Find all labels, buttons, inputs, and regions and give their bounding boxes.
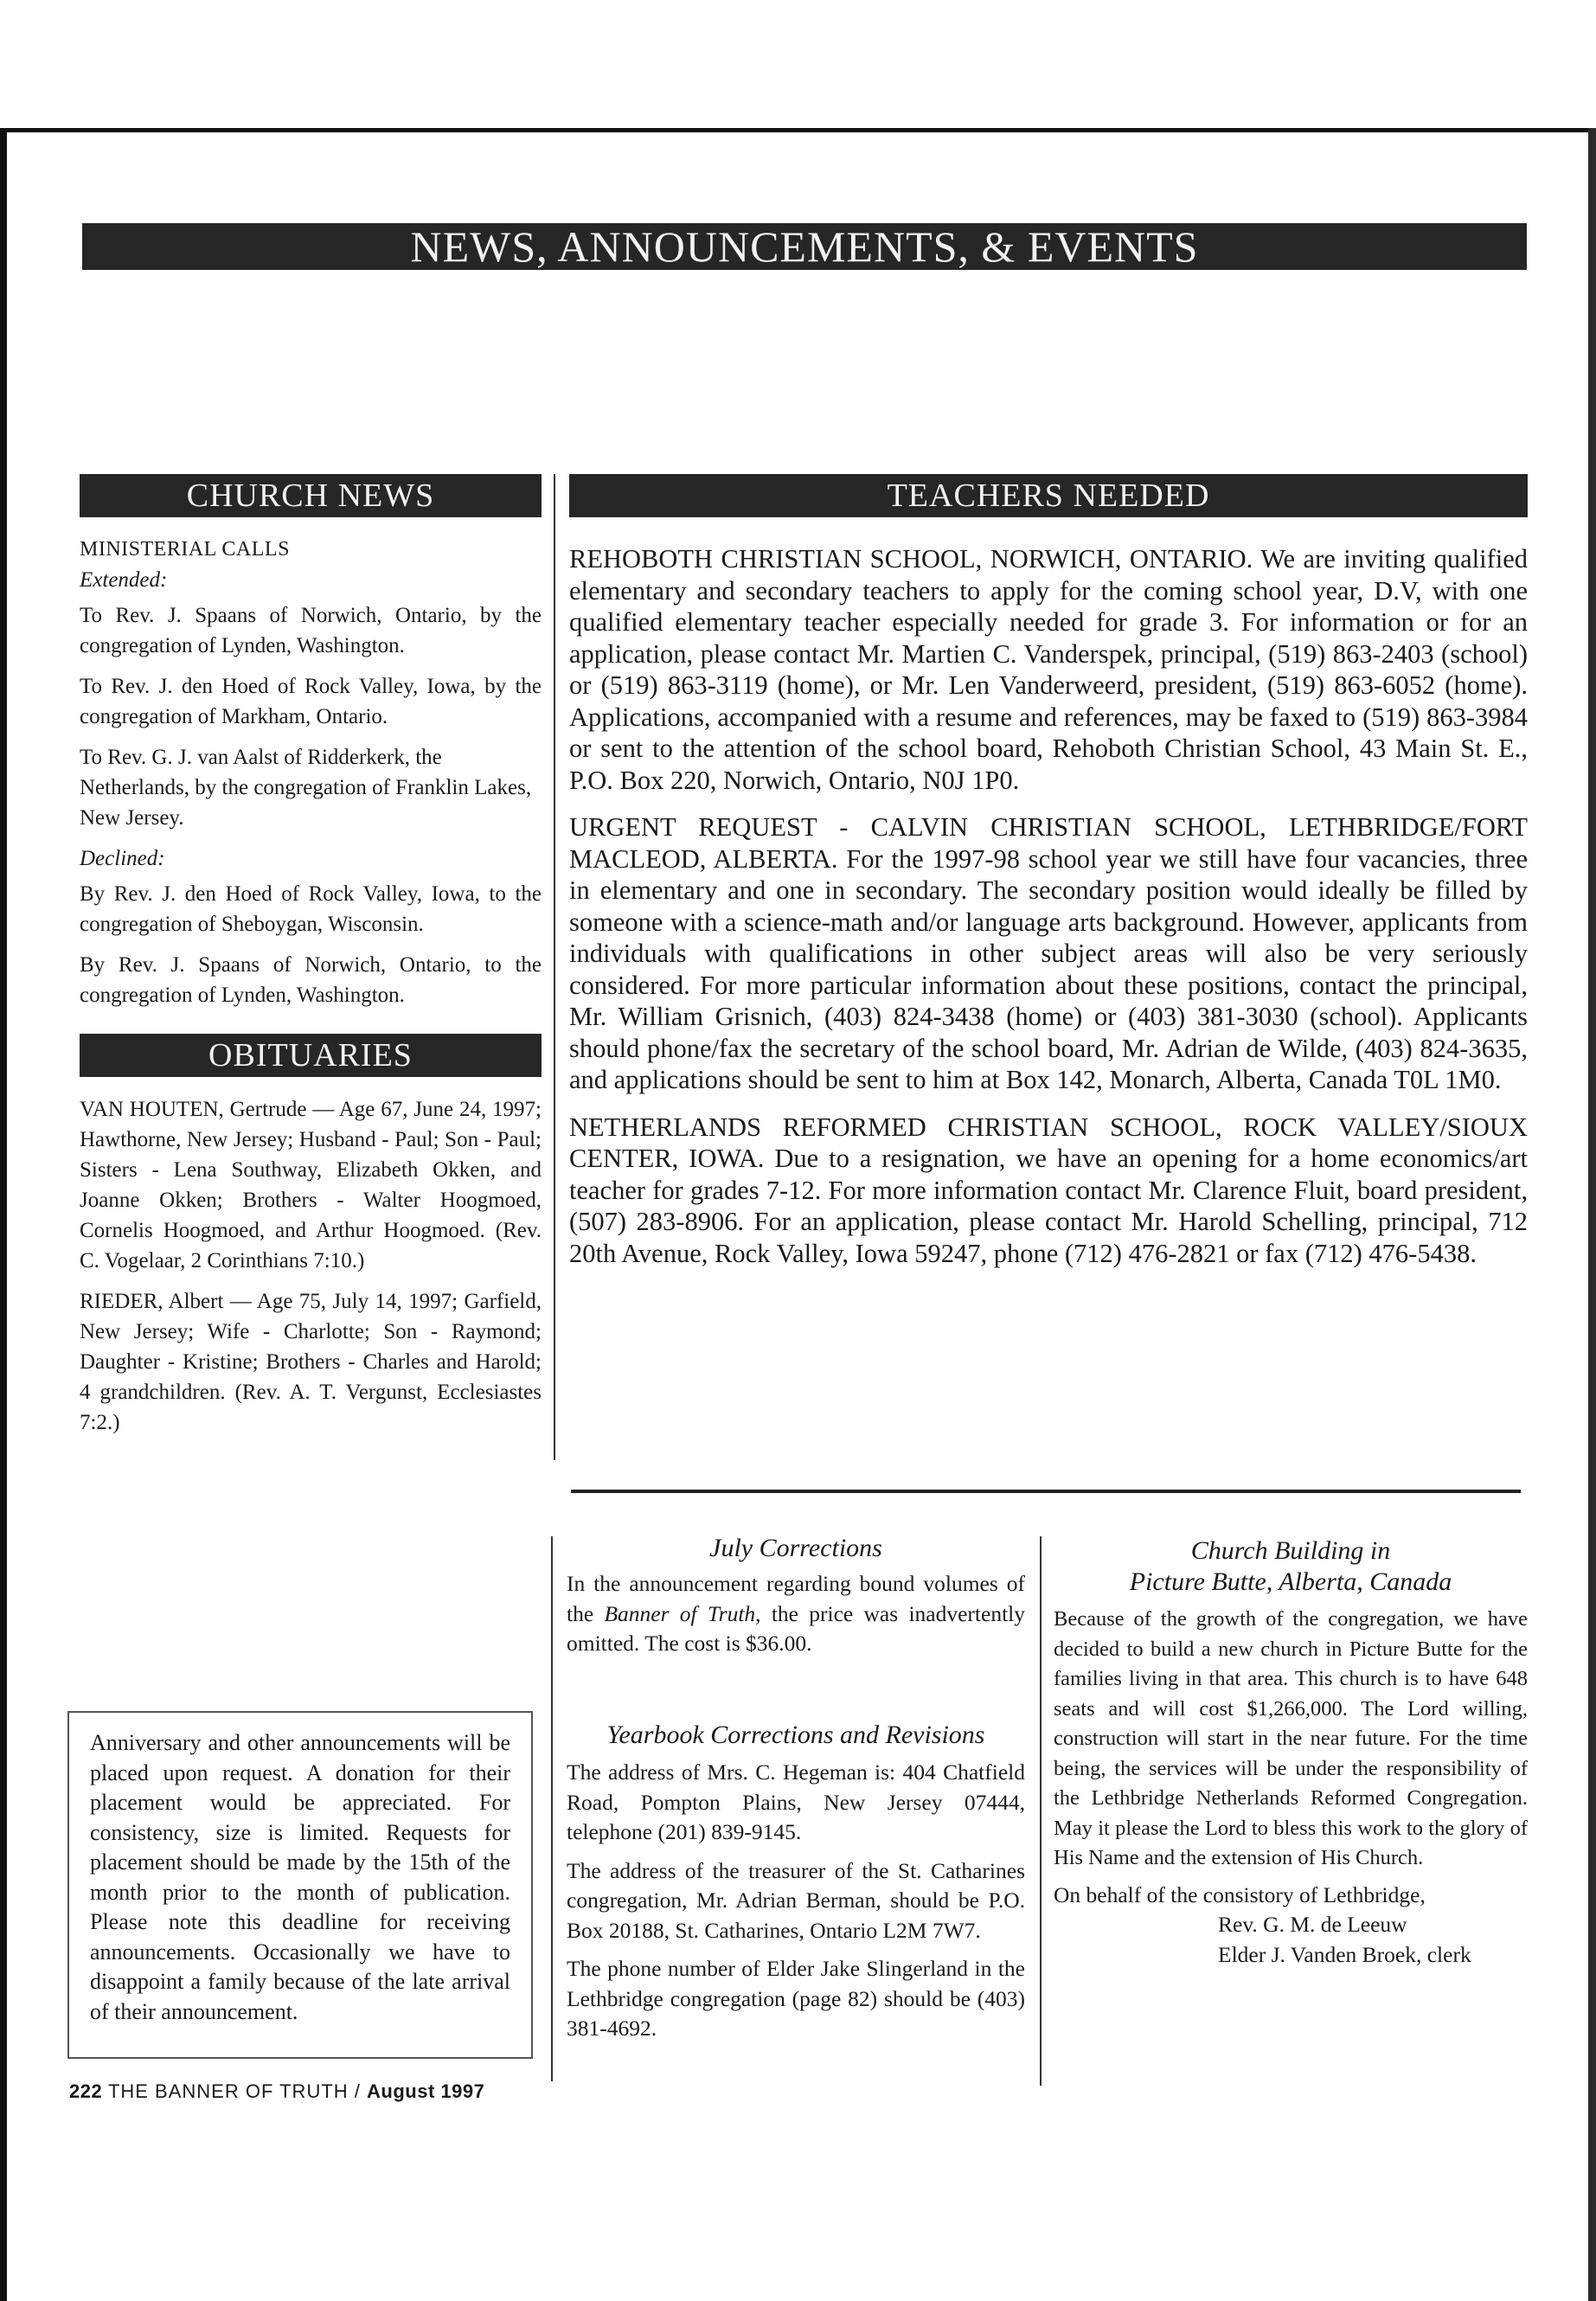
yearbook-paragraph: The phone number of Elder Jake Slingerland in the Lethbridge congregation (page 82) should be (403) 381-4692. bbox=[567, 1956, 1025, 2041]
call-entry: To Rev. G. J. van Aalst of Ridderkerk, the Netherlands, by the congregation of Franklin Lakes, New Jersey. bbox=[80, 746, 532, 830]
footer-separator: / bbox=[354, 2080, 361, 2102]
obituary-entry: RIEDER, Albert — Age 75, July 14, 1997; Garfield, New Jersey; Wife - Charlotte; Son - Raymond; Daughter - Kristine; Brothers - Charles and Harold; 4 grandchildren. (Rev. A. T. Vergunst, Ecclesiastes 7:2.) bbox=[80, 1290, 542, 1434]
page-right-edge bbox=[1588, 128, 1596, 2301]
obituaries-heading: OBITUARIES bbox=[80, 1034, 542, 1077]
signature-line: Elder J. Vanden Broek, clerk bbox=[1218, 1941, 1471, 1967]
call-entry: By Rev. J. den Hoed of Rock Valley, Iowa, to the congregation of Sheboygan, Wisconsin. bbox=[80, 882, 542, 936]
july-text-part: the price was inadvertently omitted. The cost is $36.00. bbox=[567, 1600, 1025, 1656]
yearbook-paragraph: The address of the treasurer of the St. Catharines congregation, Mr. Adrian Berman, should be P.O. Box 20188, St. Catharines, Ontario L2M 7W7. bbox=[567, 1857, 1025, 1943]
yearbook-heading: Yearbook Corrections and Revisions bbox=[606, 1721, 985, 1749]
church-building-closing: On behalf of the consistory of Lethbridge, bbox=[1054, 1881, 1426, 1907]
july-corrections-section bbox=[567, 1533, 1025, 1659]
july-text-title: Banner of Truth, bbox=[604, 1600, 761, 1626]
church-building-section bbox=[1054, 1535, 1528, 1970]
extended-label: Extended: bbox=[80, 568, 168, 592]
teachers-needed-heading: TEACHERS NEEDED bbox=[569, 474, 1528, 517]
july-text-part: In the announcement regarding bound volumes of the bbox=[567, 1571, 1025, 1626]
church-news-heading: CHURCH NEWS bbox=[80, 474, 542, 517]
page-footer bbox=[69, 2080, 484, 2103]
section-rule bbox=[571, 1490, 1521, 1493]
column-divider bbox=[551, 1536, 553, 2081]
call-entry: To Rev. J. Spaans of Norwich, Ontario, by the congregation of Lynden, Washington. bbox=[80, 604, 542, 657]
job-ad: NETHERLANDS REFORMED CHRISTIAN SCHOOL, ROCK VALLEY/SIOUX CENTER, IOWA. Due to a resignation, we have an opening for a home economics/art teacher for grades 7-12. For more information contact Mr. Clarence Fluit, board president, (507) 283-8906. For an application, please contact Mr. Harold Schelling, principal, 712 20th Avenue, Rock Valley, Iowa 59247, phone (712) 476-2821 or fax (712) 476-5438. bbox=[569, 1112, 1528, 1268]
page-number: 222 bbox=[69, 2080, 103, 2102]
publication-name: THE BANNER OF TRUTH bbox=[107, 2080, 349, 2102]
obituary-entry: VAN HOUTEN, Gertrude — Age 67, June 24, 1997; Hawthorne, New Jersey; Husband - Paul; Son - Paul; Sisters - Lena Southway, Elizabeth Okken, and Joanne Okken; Brothers - Walter Hoogmoed, Cornelis Hoogmoed, and Arthur Hoogmoed. (Rev. C. Vogelaar, 2 Corinthians 7:10.) bbox=[80, 1098, 542, 1272]
job-ad: REHOBOTH CHRISTIAN SCHOOL, NORWICH, ONTARIO. We are inviting qualified elementary and secondary teachers to apply for the coming school year, D.V, with one qualified elementary teacher especially needed for grade 3. For information or for an application, please contact Mr. Martien C. Vanderspek, principal, (519) 863-2403 (school) or (519) 863-3119 (home), or Mr. Len Vanderweerd, president, (519) 863-6052 (home). Applications, accompanied with a resume and references, may be faxed to (519) 863-3984 or sent to the attention of the school board, Rehoboth Christian School, 43 Main St. E., P.O. Box 220, Norwich, Ontario, N0J 1P0. bbox=[569, 544, 1528, 795]
announcement-notice-box bbox=[67, 1711, 533, 2059]
call-entry: By Rev. J. Spaans of Norwich, Ontario, to the congregation of Lynden, Washington. bbox=[80, 953, 542, 1007]
job-ad: URGENT REQUEST - CALVIN CHRISTIAN SCHOOL, LETHBRIDGE/FORT MACLEOD, ALBERTA. For the 1997-98 school year we still have four vacancies, three in elementary and one in secondary. The secondary position would ideally be filled by someone with a science-math and/or language arts background. However, applicants from individuals with qualifications in other subject areas will also be very seriously considered. For more particular information about these positions, contact the principal, Mr. William Grisnich, (403) 824-3438 (home) or (403) 381-3030 (school). Applicants should phone/fax the secretary of the school board, Mr. Adrian de Wilde, (403) 824-3635, and applications should be sent to him at Box 142, Monarch, Alberta, Canada T0L 1M0. bbox=[569, 812, 1528, 1094]
july-corrections-text bbox=[567, 1569, 1025, 1659]
declined-label: Declined: bbox=[80, 847, 165, 870]
teachers-needed-section bbox=[569, 543, 1528, 1269]
signature-line: Rev. G. M. de Leeuw bbox=[1218, 1912, 1407, 1937]
page-left-edge bbox=[0, 128, 7, 2301]
column-divider bbox=[1040, 1536, 1042, 2086]
july-corrections-heading: July Corrections bbox=[709, 1534, 882, 1562]
church-building-text: Because of the growth of the congregation, we have decided to build a new church in Picture Butte for the families living in that area. This church is to have 648 seats and will cost $1,266,000. The Lord willing, construction will start in the near future. For the time being, the services will be under the responsibility of the Lethbridge Netherlands Reformed Congregation. May it please the Lord to bless this work to the glory of His Name and the extension of His Church. bbox=[1054, 1607, 1528, 1869]
main-banner: NEWS, ANNOUNCEMENTS, & EVENTS bbox=[82, 223, 1527, 270]
church-building-heading-1: Church Building in bbox=[1190, 1536, 1391, 1565]
notice-text: Anniversary and other announcements will be placed upon request. A donation for their placement would be appreciated. For consistency, size is limited. Requests for placement should be made by the 15th of the month prior to the month of publication. Please note this deadline for receiving announcements. Occasionally we have to disappoint a family because of the late arrival of their announcement. bbox=[90, 1730, 510, 2024]
page-top-rule bbox=[0, 128, 1596, 132]
issue-date: August 1997 bbox=[367, 2080, 485, 2102]
call-entry: To Rev. J. den Hoed of Rock Valley, Iowa, by the congregation of Markham, Ontario. bbox=[80, 675, 542, 728]
obituaries-section bbox=[80, 1094, 542, 1448]
church-building-heading-2: Picture Butte, Alberta, Canada bbox=[1129, 1567, 1452, 1596]
yearbook-paragraph: The address of Mrs. C. Hegeman is: 404 Chatfield Road, Pompton Plains, New Jersey 07444, telephone (201) 839-9145. bbox=[567, 1759, 1025, 1844]
church-news-section bbox=[80, 535, 542, 1021]
column-divider bbox=[554, 474, 555, 1460]
yearbook-section bbox=[567, 1720, 1025, 2044]
ministerial-calls-heading: MINISTERIAL CALLS bbox=[80, 538, 290, 561]
